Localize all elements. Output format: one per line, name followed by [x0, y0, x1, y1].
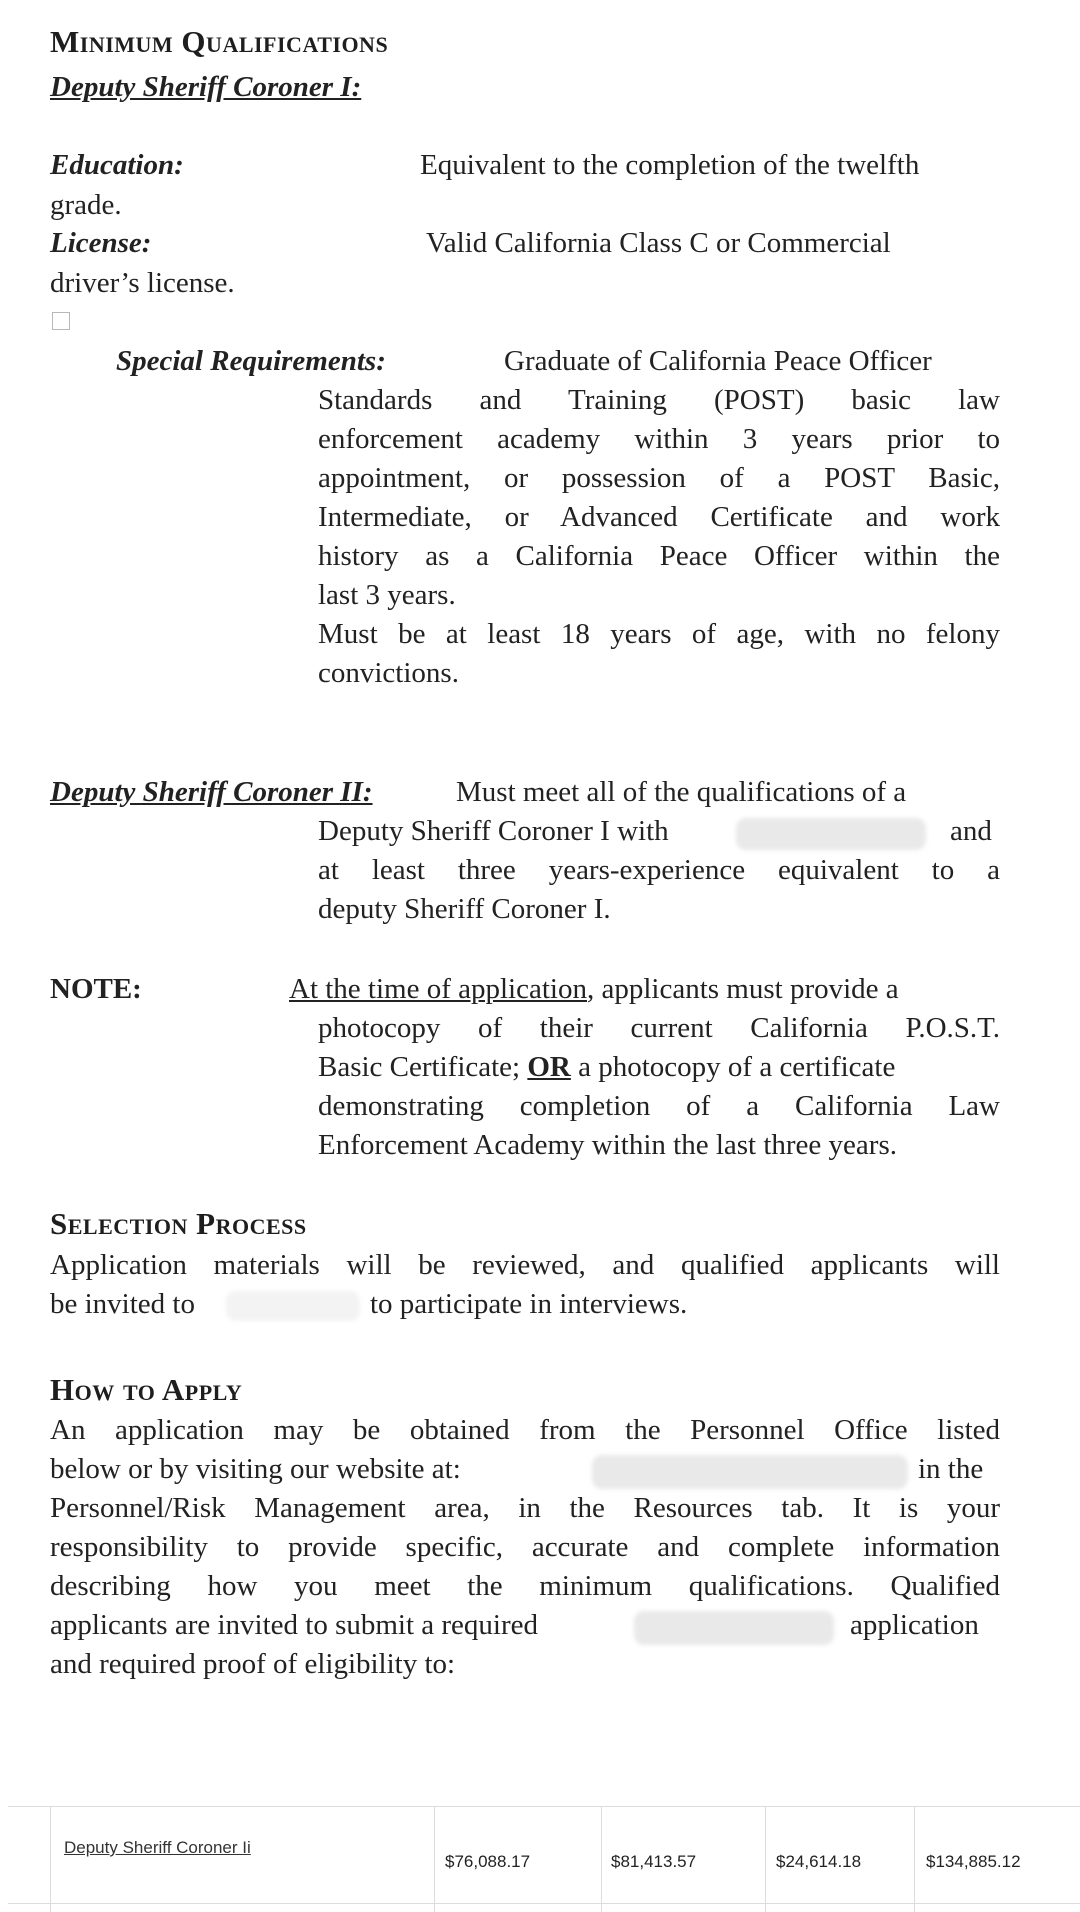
- note-label: NOTE:: [50, 973, 142, 1005]
- apply-line6-start: applicants are invited to submit a required: [50, 1609, 539, 1641]
- salary-value: $81,413.57: [611, 1852, 697, 1871]
- salary-value: $24,614.18: [776, 1852, 862, 1871]
- dsc2-line2-end: and: [950, 815, 992, 847]
- redacted-region: [736, 818, 926, 850]
- salary-table: [8, 1806, 1080, 1912]
- age-requirement: Must be at least 18 years of age, with no felony: [318, 618, 1000, 650]
- note-line3: [318, 1048, 895, 1087]
- license-label: License:: [50, 227, 152, 259]
- note-first-line: [289, 970, 899, 1009]
- apply-line4: responsibility to provide specific, accurate and complete information: [50, 1531, 1000, 1563]
- table-divider: [914, 1806, 915, 1912]
- special-requirements-label: Special Requirements:: [116, 345, 386, 377]
- special-line: Standards and Training (POST) basic law: [318, 384, 1000, 416]
- dsc1-title: Deputy Sheriff Coroner I:: [50, 71, 362, 103]
- license-cont: driver’s license.: [50, 267, 235, 299]
- table-divider: [765, 1806, 766, 1912]
- table-top-border: [8, 1806, 1080, 1807]
- apply-line6-end: application: [850, 1609, 979, 1641]
- note-first-underlined: At the time of application: [289, 973, 587, 1005]
- education-label: Education:: [50, 149, 184, 181]
- age-requirement-last: convictions.: [318, 657, 459, 689]
- apply-line2-start: below or by visiting our website at:: [50, 1453, 461, 1485]
- selection-process-heading: Selection Process: [50, 1206, 307, 1241]
- note-line3-end: a photocopy of a certificate: [570, 1051, 896, 1083]
- note-first-rest: , applicants must provide a: [586, 973, 899, 1005]
- table-divider: [601, 1806, 602, 1912]
- special-line: enforcement academy within 3 years prior to: [318, 423, 1000, 455]
- dsc2-first-line: Must meet all of the qualifications of a: [456, 776, 907, 808]
- special-last-line: last 3 years.: [318, 579, 456, 611]
- dsc2-title: Deputy Sheriff Coroner II:: [50, 776, 373, 808]
- table-divider: [50, 1806, 51, 1912]
- special-requirements-first-line: Graduate of California Peace Officer: [504, 345, 932, 377]
- note-line2: photocopy of their current California P.O.S.T.: [318, 1012, 1000, 1044]
- checkbox-icon: [52, 312, 70, 330]
- note-line5: Enforcement Academy within the last three years.: [318, 1129, 897, 1161]
- license-value: Valid California Class C or Commercial: [426, 227, 891, 259]
- redacted-region: [634, 1611, 834, 1645]
- apply-line3: Personnel/Risk Management area, in the Resources tab. It is your: [50, 1492, 1000, 1524]
- note-line4: demonstrating completion of a California Law: [318, 1090, 1000, 1122]
- min-qualifications-heading: Minimum Qualifications: [50, 24, 389, 59]
- selection-line2-end: to participate in interviews.: [370, 1288, 688, 1320]
- dsc2-line4: deputy Sheriff Coroner I.: [318, 893, 611, 925]
- table-divider: [434, 1806, 435, 1912]
- apply-line1: An application may be obtained from the Personnel Office listed: [50, 1414, 1000, 1446]
- redacted-website: [592, 1455, 908, 1489]
- selection-line1: Application materials will be reviewed, and qualified applicants will: [50, 1249, 1000, 1281]
- note-line3-start: Basic Certificate;: [318, 1051, 528, 1083]
- table-bottom-border: [8, 1903, 1080, 1904]
- dsc2-line3: at least three years-experience equivalent to a: [318, 854, 1000, 886]
- education-value: Equivalent to the completion of the twelfth: [420, 149, 920, 181]
- apply-line7: and required proof of eligibility to:: [50, 1648, 456, 1680]
- special-requirements-body: [318, 381, 1000, 693]
- dsc2-line2-start: Deputy Sheriff Coroner I with: [318, 815, 669, 847]
- education-cont: grade.: [50, 189, 122, 221]
- position-link[interactable]: Deputy Sheriff Coroner Ii: [64, 1838, 251, 1857]
- apply-line5: describing how you meet the minimum qualifications. Qualified: [50, 1570, 1000, 1602]
- special-line: history as a California Peace Officer within the: [318, 540, 1000, 572]
- note-or: OR: [527, 1051, 571, 1083]
- special-line: Intermediate, or Advanced Certificate and work: [318, 501, 1000, 533]
- special-line: appointment, or possession of a POST Basic,: [318, 462, 1000, 494]
- salary-value: $134,885.12: [926, 1852, 1021, 1871]
- redacted-region: [226, 1291, 360, 1321]
- how-to-apply-heading: How to Apply: [50, 1372, 243, 1407]
- salary-value: $76,088.17: [445, 1852, 531, 1871]
- apply-line2-end: in the: [918, 1453, 984, 1485]
- selection-line2-start: be invited to: [50, 1288, 195, 1320]
